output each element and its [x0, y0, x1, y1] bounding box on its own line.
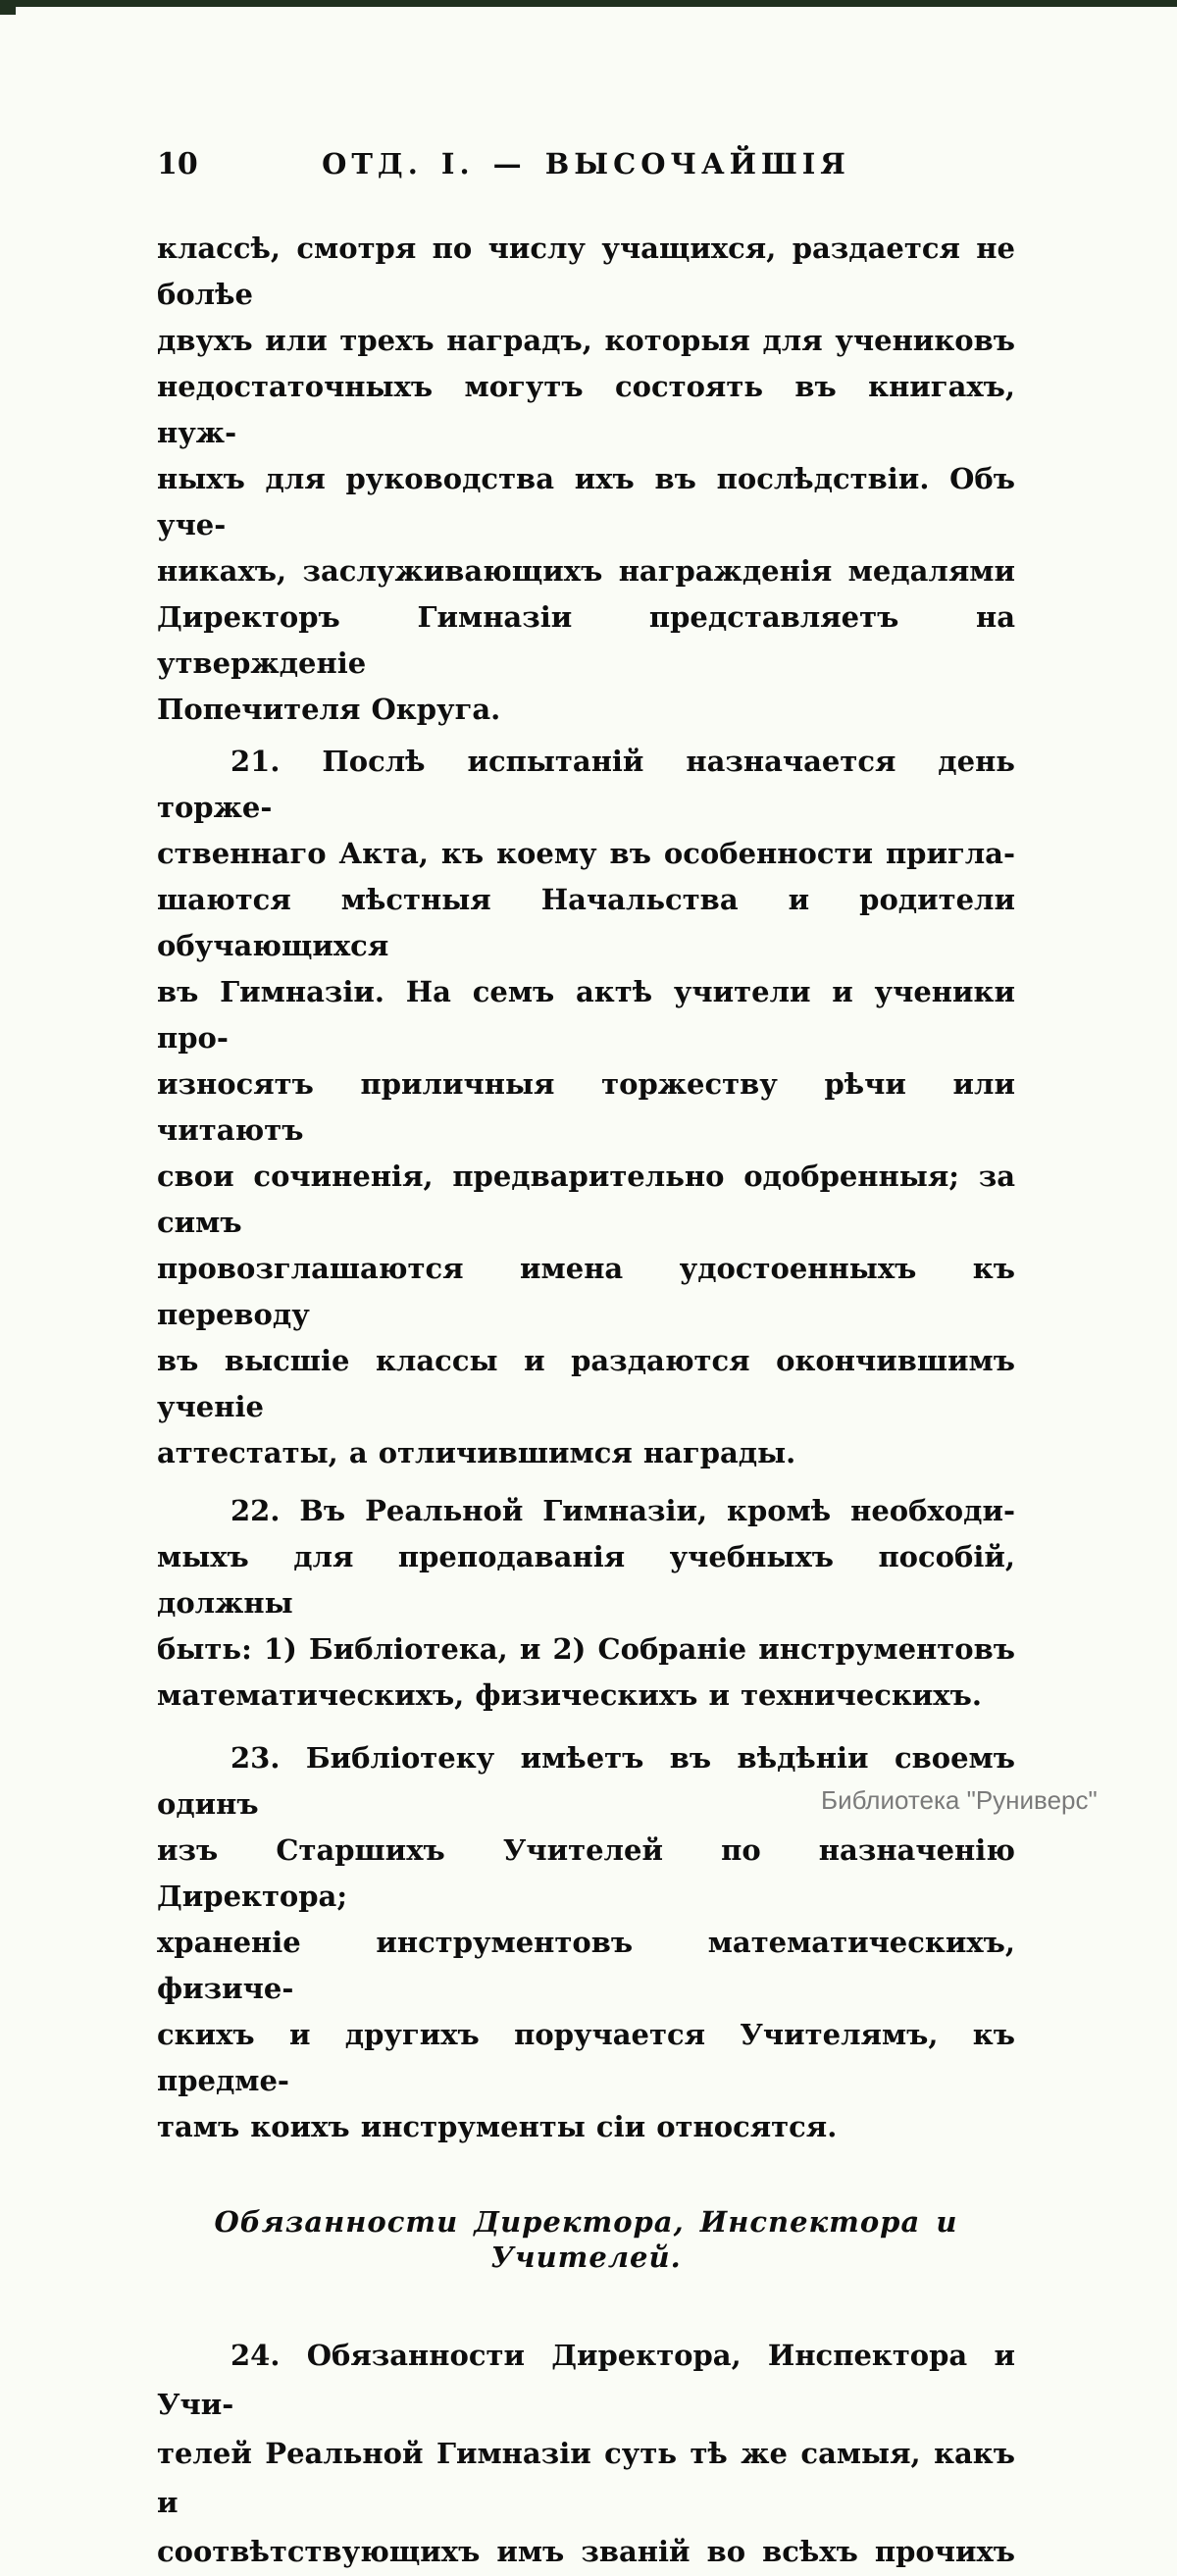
text-line: Попечителя Округа.: [157, 693, 501, 726]
paragraph-continuation: [157, 226, 1015, 733]
text-line: 22. Въ Реальной Гимназіи, кромѣ необходи-: [230, 1494, 1015, 1527]
text-line: изъ Старшихъ Учителей по назначенію Директора;: [157, 1833, 1015, 1913]
running-title: ОТД. I. — ВЫСОЧАЙШІЯ: [322, 147, 850, 180]
text-line: шаются мѣстныя Начальства и родители обучающихся: [157, 883, 1015, 962]
paragraph-article-24: [157, 2331, 1015, 2576]
text-line: ственнаго Акта, къ коему въ особенности пригла-: [157, 837, 1015, 870]
text-line: 23. Библіотеку имѣетъ въ вѣдѣніи своемъ одинъ: [157, 1741, 1015, 1821]
text-line: недостаточныхъ могутъ состоять въ книгахъ, нуж-: [157, 370, 1015, 449]
text-line: аттестаты, а отличившимся награды.: [157, 1436, 796, 1469]
text-line: ныхъ для руководства ихъ въ послѣдствіи. Объ уче-: [157, 462, 1015, 541]
text-line: свои сочиненія, предварительно одобренныя; за симъ: [157, 1159, 1015, 1239]
text-line: математическихъ, физическихъ и техническихъ.: [157, 1678, 982, 1712]
text-line: скихъ и другихъ поручается Учителямъ, къ предме-: [157, 2018, 1015, 2097]
page-number: 10: [157, 147, 198, 181]
library-watermark: Библиотека "Руниверс": [821, 1785, 1098, 1815]
text-line: износятъ приличныя торжеству рѣчи или читаютъ: [157, 1067, 1015, 1147]
text-line: Директоръ Гимназіи представляетъ на утвержденіе: [157, 600, 1015, 680]
text-line: мыхъ для преподаванія учебныхъ пособій, должны: [157, 1540, 1015, 1620]
scan-edge-artifact-corner: [0, 0, 16, 15]
text-line: никахъ, заслуживающихъ награжденія медалями: [157, 554, 1015, 588]
text-line: въ Гимназіи. На семъ актѣ учители и ученики про-: [157, 975, 1015, 1055]
text-line: тамъ коихъ инструменты сіи относятся.: [157, 2110, 838, 2143]
text-column: [157, 226, 1015, 2576]
text-line: 21. Послѣ испытаній назначается день торже-: [157, 745, 1015, 824]
scan-edge-artifact-top: [0, 0, 1177, 7]
text-line: быть: 1) Библіотека, и 2) Собраніе инструментовъ: [157, 1632, 1015, 1666]
text-line: 24. Обязанности Директора, Инспектора и Учи-: [157, 2339, 1015, 2421]
text-line: классѣ, смотря по числу учащихся, раздается не болѣе: [157, 232, 1015, 311]
section-heading: Обязанности Директора, Инспектора и Учителей.: [214, 2205, 958, 2274]
text-line: двухъ или трехъ наградъ, которыя для учениковъ: [157, 324, 1015, 357]
text-line: въ высшіе классы и раздаются окончившимъ ученіе: [157, 1344, 1015, 1423]
paragraph-article-22: [157, 1488, 1015, 1719]
text-line: храненіе инструментовъ математическихъ, физиче-: [157, 1926, 1015, 2005]
text-line: провозглашаются имена удостоенныхъ къ переводу: [157, 1252, 1015, 1331]
paragraph-article-21: [157, 739, 1015, 1476]
text-line: соотвѣтствующихъ имъ званій во всѣхъ прочихъ: [157, 2535, 1015, 2568]
text-line: телей Реальной Гимназіи суть тѣ же самыя, какъ и: [157, 2437, 1015, 2519]
